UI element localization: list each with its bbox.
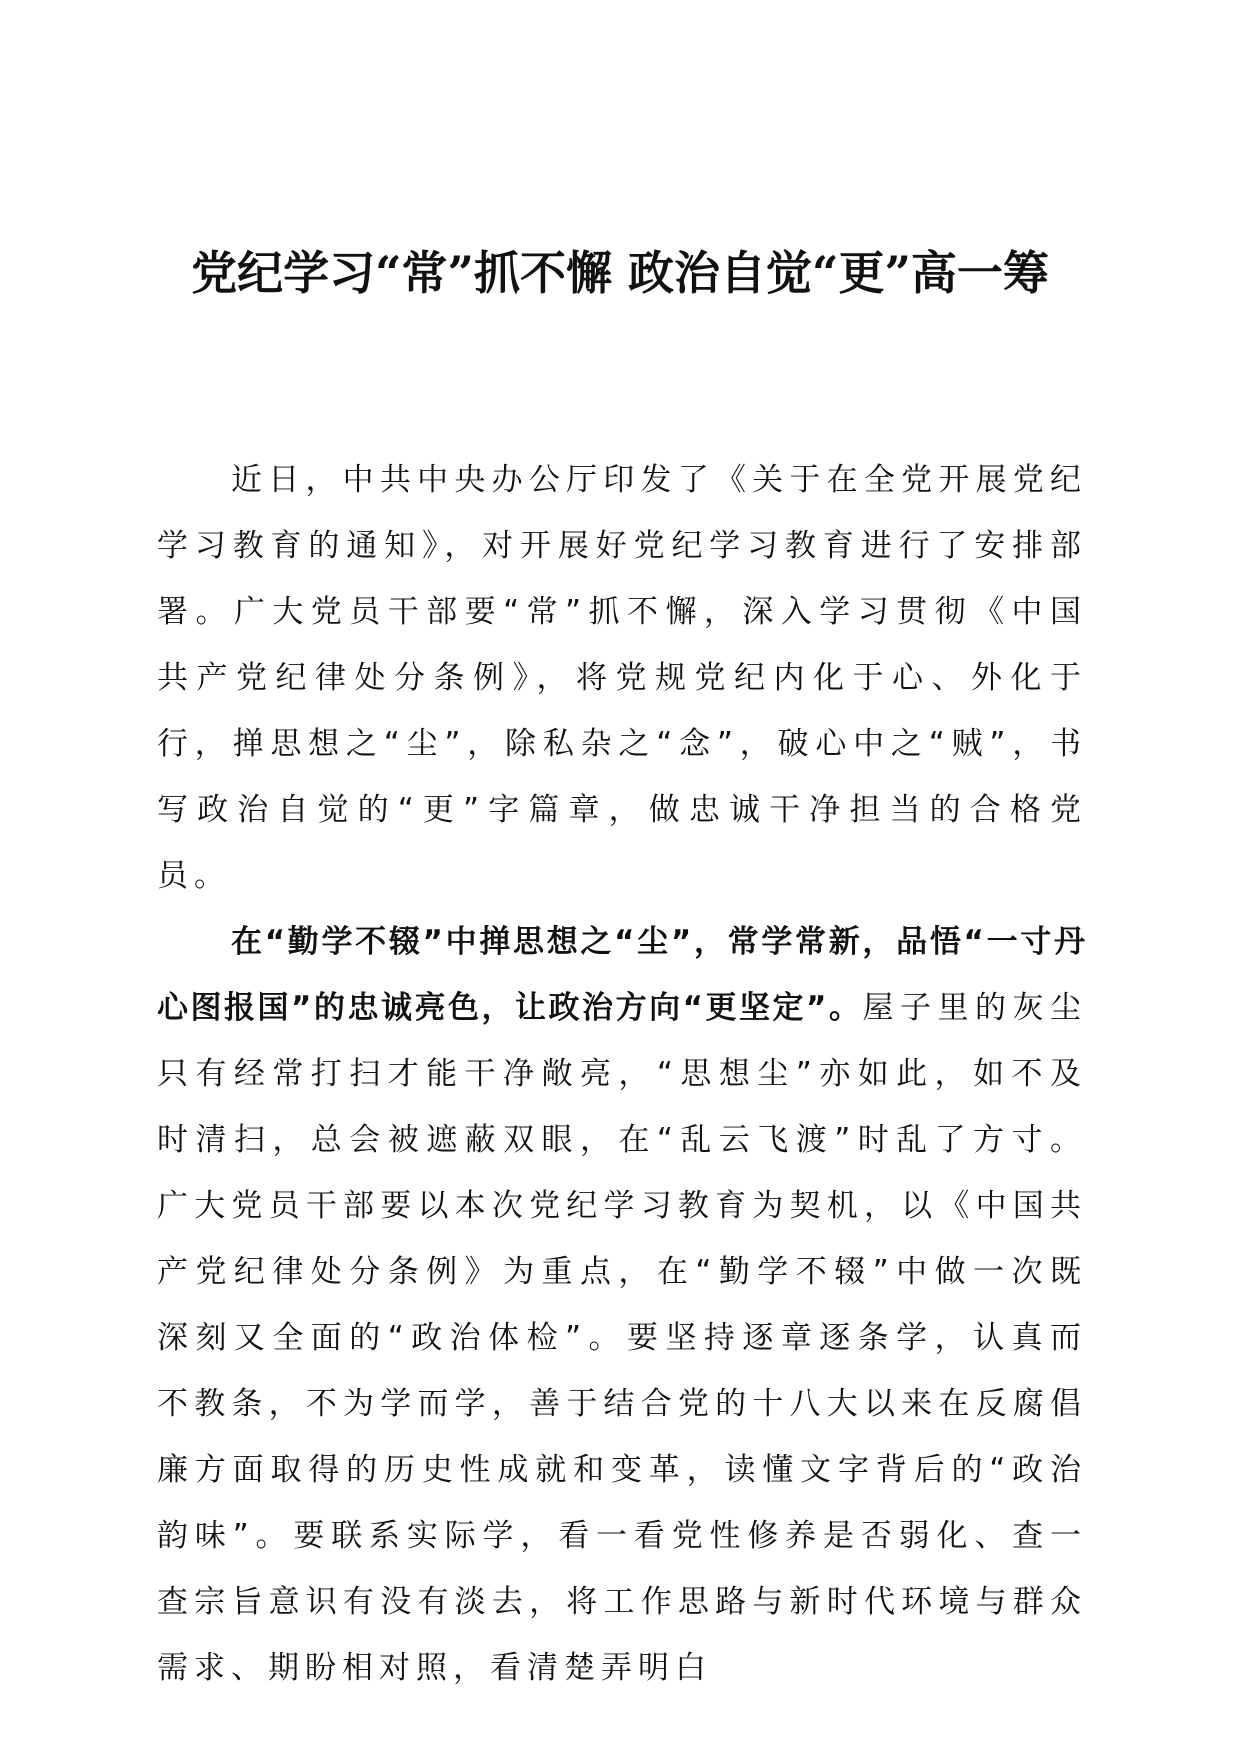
paragraph-section-1-text: 屋子里的灰尘只有经常打扫才能干净敞亮，“思想尘”亦如此，如不及时清扫，总会被遮蔽双眼，在“乱云飞渡”时乱了方寸。广大党员干部要以本次党纪学习教育为契机，以《中国共产党纪律处分条例》为重点，在“勤学不辍”中做一次既深刻又全面的“政治体检”。要坚持逐章逐条学，认真而不教条，不为学而学，善于结合党的十八大以来在反腐倡廉方面取得的历史性成就和变革，读懂文字背后的“政治韵味”。要联系实际学，看一看党性修养是否弱化、查一查宗旨意识有没有淡去，将工作思路与新时代环境与群众需求、期盼相对照，看清楚弄明白 bbox=[157, 990, 1088, 1686]
paragraph-section-1 bbox=[157, 909, 1087, 1701]
paragraph-intro-text: 近日，中共中央办公厅印发了《关于在全党开展党纪学习教育的通知》，对开展好党纪学习教育进行了安排部署。广大党员干部要“常”抓不懈，深入学习贯彻《中国共产党纪律处分条例》，将党规党纪内化于心、外化于行，掸思想之“尘”，除私杂之“念”，破心中之“贼”，书写政治自觉的“更”字篇章，做忠诚干净担当的合格党员。 bbox=[157, 462, 1087, 894]
document-body bbox=[157, 447, 1087, 1701]
paragraph-section-1-lead: 在“勤学不辍”中掸思想之“尘”，常学常新，品悟“一寸丹心图报国”的忠诚亮色，让政治方向“更坚定”。 bbox=[157, 924, 1087, 1026]
paragraph-intro bbox=[157, 447, 1087, 909]
document-title: 党纪学习“常”抓不懈 政治自觉“更”高一筹 bbox=[191, 246, 1049, 300]
